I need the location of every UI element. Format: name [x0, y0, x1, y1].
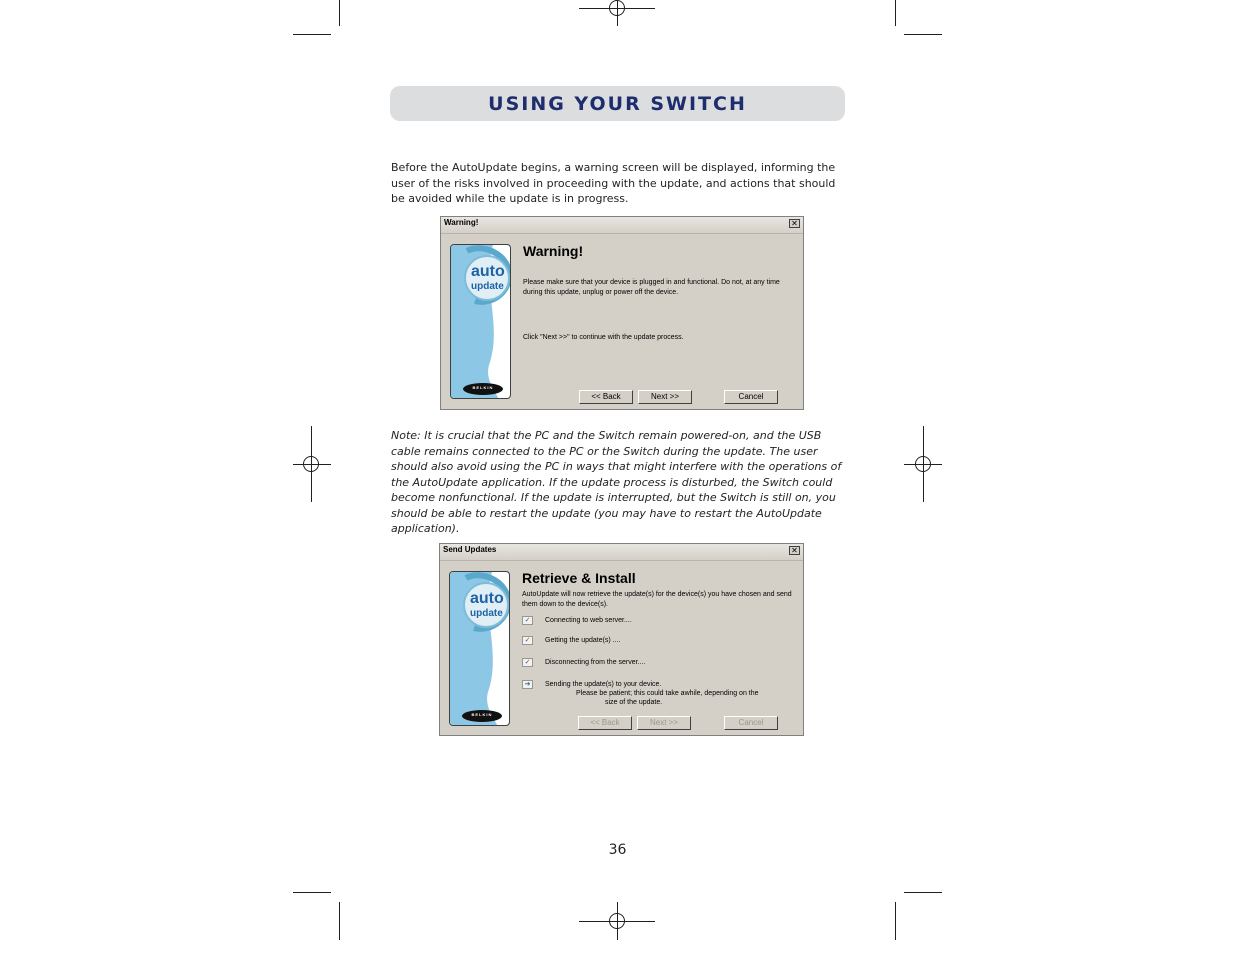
autoupdate-logo-panel	[450, 244, 511, 399]
dialog-heading: Retrieve & Install	[522, 570, 636, 586]
step-label: Sending the update(s) to your device.	[545, 681, 662, 688]
next-button[interactable]: Next >>	[637, 716, 691, 730]
note-paragraph: Note: It is crucial that the PC and the Switch remain powered-on, and the USB cable remains connected to the PC or the Switch during the update. The user should also avoid using the PC in ways that might interfere with the operations of the AutoUpdate application. If the update process is disturbed, the Switch could become nonfunctional. If the update is interrupted, but the Switch is still on, you should be able to restart the update (you may have to restart the AutoUpdate application).	[391, 429, 842, 535]
step-arrow-icon: ➔	[522, 680, 533, 689]
page-number: 36	[608, 842, 627, 858]
back-button[interactable]: << Back	[579, 390, 633, 404]
close-icon[interactable]: ✕	[789, 546, 800, 555]
dialog-titlebar	[440, 544, 803, 561]
dialog-heading: Warning!	[523, 243, 584, 259]
step-label: Disconnecting from the server....	[545, 659, 646, 666]
step-label: Getting the update(s) ....	[545, 637, 621, 644]
step-check-icon: ✓	[522, 636, 533, 645]
warning-instruction: Click "Next >>" to continue with the update process.	[523, 334, 684, 341]
registration-mark	[303, 456, 319, 472]
crop-mark	[339, 902, 340, 940]
logo-update-text: update	[471, 281, 504, 292]
autoupdate-logo-panel	[449, 571, 510, 726]
step-check-icon: ✓	[522, 616, 533, 625]
dialog-titlebar	[441, 217, 803, 234]
crop-mark	[904, 34, 942, 35]
dialog-title: Warning!	[444, 218, 479, 227]
section-title: USING YOUR SWITCH	[488, 92, 747, 115]
back-button[interactable]: << Back	[578, 716, 632, 730]
crop-mark	[895, 0, 896, 26]
crop-mark	[895, 902, 896, 940]
belkin-logo: BELKIN	[471, 712, 493, 717]
logo-auto-text: auto	[471, 263, 505, 280]
belkin-logo: BELKIN	[472, 385, 494, 390]
registration-mark	[915, 456, 931, 472]
cancel-button[interactable]: Cancel	[724, 716, 778, 730]
crop-mark	[293, 34, 331, 35]
step-label: Connecting to web server....	[545, 617, 632, 624]
send-updates-dialog	[439, 543, 804, 736]
section-header	[390, 86, 845, 121]
crop-mark	[293, 892, 331, 893]
registration-mark	[609, 913, 625, 929]
crop-mark	[339, 0, 340, 26]
close-icon[interactable]: ✕	[789, 219, 800, 228]
registration-mark	[609, 0, 625, 16]
dialog-title: Send Updates	[443, 545, 497, 554]
intro-paragraph: Before the AutoUpdate begins, a warning screen will be displayed, informing the user of the risks involved in proceeding with the update, and actions that should be avoided while the update is in progress.	[391, 161, 836, 205]
logo-auto-text: auto	[470, 590, 504, 607]
cancel-button[interactable]: Cancel	[724, 390, 778, 404]
patience-message: Please be patient; this could take awhile, depending on the	[576, 690, 759, 697]
patience-message: size of the update.	[605, 699, 663, 706]
retrieve-message: AutoUpdate will now retrieve the update(s) for the device(s) you have chosen and send them down to the device(s).	[522, 591, 792, 608]
warning-dialog	[440, 216, 804, 410]
crop-mark	[904, 892, 942, 893]
next-button[interactable]: Next >>	[638, 390, 692, 404]
logo-update-text: update	[470, 608, 503, 619]
step-check-icon: ✓	[522, 658, 533, 667]
warning-message: Please make sure that your device is plugged in and functional. Do not, at any time during this update, unplug or power off the device.	[523, 279, 780, 296]
